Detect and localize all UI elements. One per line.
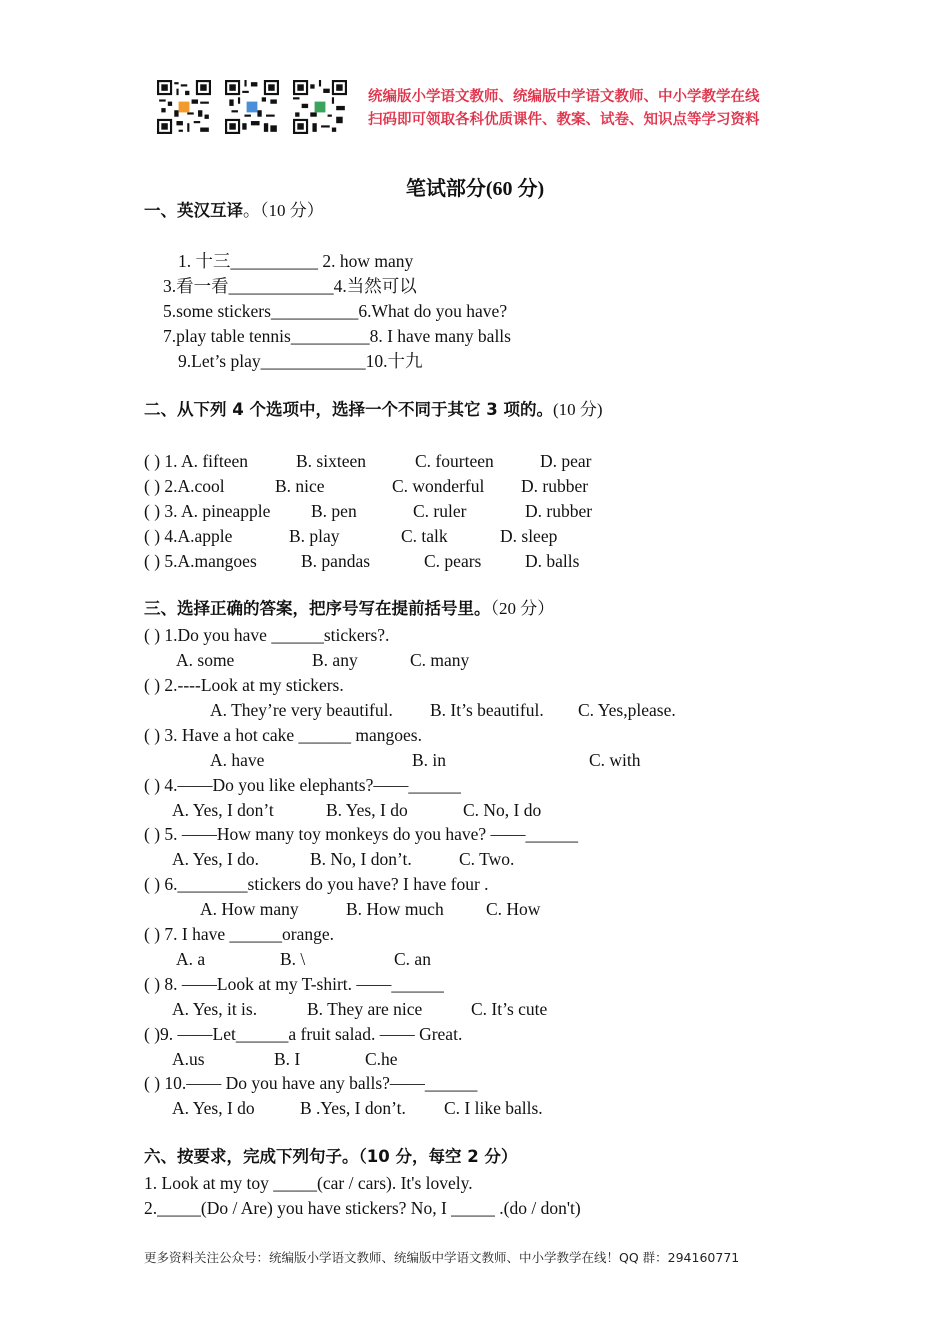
section-1-heading	[144, 200, 324, 222]
option-b: B. No, I don’t.	[310, 849, 412, 869]
section-3-heading	[144, 598, 554, 620]
option-c: C. No, I do	[463, 800, 542, 820]
option-b: B .Yes, I don’t.	[300, 1098, 406, 1118]
sec3-question: ( ) 6.________stickers do you have? I have four .	[144, 874, 489, 894]
footer-note: 更多资料关注公众号：统编版小学语文教师、统编版中学语文教师、中小学教学在线！QQ 群：294160771	[144, 1250, 740, 1265]
option-a: A. Yes, it is.	[172, 999, 258, 1019]
sec2-option-b: B. sixteen	[296, 451, 366, 471]
option-c: C. How	[486, 899, 541, 919]
qr-code-image	[157, 80, 211, 134]
sec3-question: ( ) 7. I have ______orange.	[144, 924, 335, 944]
sec3-question: ( ) 8. ——Look at my T-shirt. ——______	[144, 974, 444, 994]
sec6-line: 2._____(Do / Are) you have stickers? No, I _____ .(do / don't)	[144, 1198, 581, 1218]
sec2-stem: ( ) 1. A. fifteen	[144, 451, 248, 471]
option-c: C.he	[365, 1049, 398, 1069]
header-line-2: 扫码即可领取各科优质课件、教案、试卷、知识点等学习资料	[368, 112, 760, 128]
option-a: A. Yes, I don’t	[172, 800, 274, 820]
sec3-question: ( ) 1.Do you have ______stickers?.	[144, 625, 390, 645]
page-title: 笔试部分(60 分)	[405, 178, 545, 200]
option-a: A. They’re very beautiful.	[210, 700, 393, 720]
option-b: B. They are nice	[307, 999, 423, 1019]
sec2-stem: ( ) 3. A. pineapple	[144, 501, 271, 521]
option-a: A. How many	[200, 899, 299, 919]
sec3-question: ( ) 4.——Do you like elephants?——______	[144, 775, 461, 795]
sec2-option-c: C. ruler	[413, 501, 467, 521]
sec3-question: ( ) 10.—— Do you have any balls?——______	[144, 1073, 478, 1093]
option-a: A.us	[172, 1049, 205, 1069]
section-1-title: 一、英汉互译	[144, 201, 243, 220]
option-c: C. with	[589, 750, 641, 770]
section-6-heading: 六、按要求，完成下列句子。（10 分，每空 2 分）	[144, 1147, 518, 1166]
header-banner	[368, 86, 760, 132]
sec2-option-d: D. pear	[540, 451, 592, 471]
option-a: A. Yes, I do.	[172, 849, 260, 869]
option-b: B. any	[312, 650, 358, 670]
sec1-line: 7.play table tennis_________8. I have many balls	[163, 326, 511, 346]
sec2-stem: ( ) 5.A.mangoes	[144, 551, 257, 571]
section-2-heading	[144, 399, 603, 421]
option-b: B. in	[412, 750, 447, 770]
sec2-option-d: D. sleep	[500, 526, 558, 546]
sec3-question: ( )9. ——Let______a fruit salad. —— Great.	[144, 1024, 463, 1044]
option-c: C. an	[394, 949, 431, 969]
section-3-score: （20 分）	[490, 599, 555, 618]
option-a: A. some	[176, 650, 235, 670]
sec3-question: ( ) 3. Have a hot cake ______ mangoes.	[144, 725, 422, 745]
option-b: B. It’s beautiful.	[430, 700, 544, 720]
option-a: A. Yes, I do	[172, 1098, 255, 1118]
sec2-option-b: B. pandas	[301, 551, 371, 571]
sec3-question: ( ) 5. ——How many toy monkeys do you have? ——______	[144, 824, 579, 844]
sec2-option-d: D. rubber	[521, 476, 589, 496]
option-a: A. a	[176, 949, 206, 969]
sec2-option-b: B. play	[289, 526, 340, 546]
sec6-line: 1. Look at my toy _____(car / cars). It's lovely.	[144, 1173, 473, 1193]
sec2-option-b: B. nice	[275, 476, 325, 496]
sec2-option-b: B. pen	[311, 501, 357, 521]
sec1-line: 9.Let’s play____________10.十九	[178, 351, 423, 371]
section-2-title: 二、从下列 4 个选项中，选择一个不同于其它 3 项的。	[144, 400, 553, 419]
sec3-question: ( ) 2.----Look at my stickers.	[144, 675, 344, 695]
sec2-option-c: C. fourteen	[415, 451, 494, 471]
header-line-1: 统编版小学语文教师、统编版中学语文教师、中小学教学在线	[368, 89, 760, 105]
sec2-option-c: C. wonderful	[392, 476, 485, 496]
sec2-option-c: C. pears	[424, 551, 482, 571]
sec1-line: 5.some stickers__________6.What do you have?	[163, 301, 508, 321]
sec1-line: 3.看一看____________4.当然可以	[163, 276, 417, 296]
option-c: C. I like balls.	[444, 1098, 543, 1118]
section-3-title: 三、选择正确的答案，把序号写在提前括号里。	[144, 599, 491, 618]
section-2-score: (10 分)	[552, 400, 603, 419]
sec2-option-d: D. rubber	[525, 501, 593, 521]
section-1-score: 。（10 分）	[243, 201, 324, 220]
option-b: B. How much	[346, 899, 444, 919]
option-c: C. many	[410, 650, 470, 670]
option-a: A. have	[210, 750, 265, 770]
option-b: B. I	[274, 1049, 301, 1069]
qr-code-image	[225, 80, 279, 134]
qr-code-image	[293, 80, 347, 134]
sec2-option-d: D. balls	[525, 551, 580, 571]
sec1-line: 1. 十三__________ 2. how many	[178, 251, 414, 271]
option-b: B. Yes, I do	[326, 800, 408, 820]
sec2-stem: ( ) 2.A.cool	[144, 476, 225, 496]
option-c: C. Two.	[459, 849, 515, 869]
option-c: C. It’s cute	[471, 999, 548, 1019]
option-c: C. Yes,please.	[578, 700, 676, 720]
option-b: B. \	[280, 949, 306, 969]
sec2-stem: ( ) 4.A.apple	[144, 526, 233, 546]
sec2-option-c: C. talk	[401, 526, 448, 546]
